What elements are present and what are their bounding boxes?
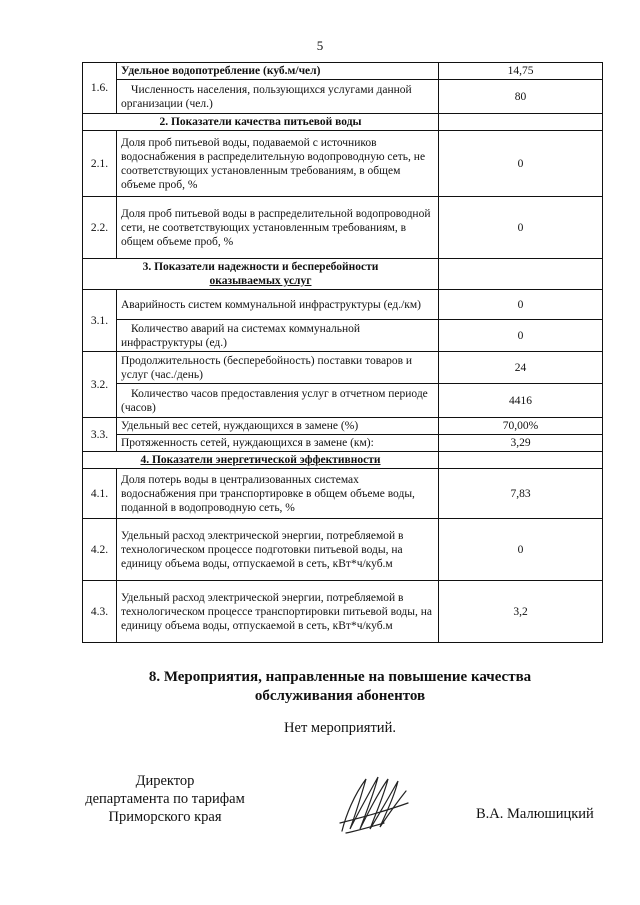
indicator-value: 14,75 [439, 63, 603, 80]
row-number: 2.2. [83, 197, 117, 259]
section-8-heading [80, 668, 600, 706]
row-number: 2.1. [83, 131, 117, 197]
page-number: 5 [316, 38, 324, 53]
table-row [83, 352, 603, 384]
row-number: 4.2. [83, 519, 117, 581]
indicator-name: Протяженность сетей, нуждающихся в замене (км): [117, 435, 439, 452]
row-number: 3.2. [83, 352, 117, 418]
indicator-value: 3,29 [439, 435, 603, 452]
table-row [83, 384, 603, 418]
indicator-name: Доля потерь воды в централизованных системах водоснабжения при транспортировке в общем объеме воды, поданной в водопроводную сеть, % [117, 469, 439, 519]
heading-line: 8. Мероприятия, направленные на повышение качества [148, 669, 532, 685]
indicator-value: 0 [439, 519, 603, 581]
table-row [83, 290, 603, 320]
row-number: 1.6. [83, 63, 117, 114]
indicator-value: 0 [439, 131, 603, 197]
table-row [83, 320, 603, 352]
row-number: 3.3. [83, 418, 117, 452]
section-title: 2. Показатели качества питьевой воды [83, 114, 439, 131]
table-row [83, 80, 603, 114]
indicator-name: Продолжительность (бесперебойность) поставки товаров и услуг (час./день) [117, 352, 439, 384]
section-row [83, 452, 603, 469]
indicator-value: 4416 [439, 384, 603, 418]
row-number: 3.1. [83, 290, 117, 352]
indicator-value: 24 [439, 352, 603, 384]
row-number: 4.3. [83, 581, 117, 643]
indicator-name: Удельный вес сетей, нуждающихся в замене (%) [117, 418, 439, 435]
section-row [83, 114, 603, 131]
indicator-name: Удельный расход электрической энергии, потребляемой в технологическом процессе транспортировки питьевой воды, на единицу объема воды, отпускаемой в сеть, кВт*ч/куб.м [117, 581, 439, 643]
heading-line: обслуживания абонентов [254, 688, 426, 704]
indicator-name: Количество аварий на системах коммунальной инфраструктуры (ед.) [117, 320, 439, 352]
signatory-position [70, 772, 260, 826]
section-title-line: 3. Показатели надежности и бесперебойности [142, 261, 379, 273]
indicator-name: Количество часов предоставления услуг в отчетном периоде (часов) [117, 384, 439, 418]
indicator-value: 3,2 [439, 581, 603, 643]
table-row [83, 197, 603, 259]
indicator-name: Аварийность систем коммунальной инфраструктуры (ед./км) [117, 290, 439, 320]
handwritten-signature [336, 773, 416, 835]
indicators-table [82, 62, 603, 643]
indicator-name: Удельный расход электрической энергии, потребляемой в технологическом процессе подготовки питьевой воды, на единицу объема воды, отпускаемой в сеть, кВт*ч/куб.м [117, 519, 439, 581]
section-title [83, 259, 439, 290]
indicator-value: 0 [439, 320, 603, 352]
indicator-name: Удельное водопотребление (куб.м/чел) [117, 63, 439, 80]
indicator-value: 0 [439, 197, 603, 259]
table-row [83, 435, 603, 452]
indicator-name: Доля проб питьевой воды, подаваемой с источников водоснабжения в распределительную водопроводную сеть, не соответствующих установленным требованиям, в общем объеме проб, % [117, 131, 439, 197]
indicator-value: 80 [439, 80, 603, 114]
table-row [83, 469, 603, 519]
indicator-value: 0 [439, 290, 603, 320]
indicator-name: Доля проб питьевой воды в распределительной водопроводной сети, не соответствующих установленным требованиям, в общем объеме проб, % [117, 197, 439, 259]
row-number: 4.1. [83, 469, 117, 519]
section-row [83, 259, 603, 290]
table-row [83, 63, 603, 80]
section-title: 4. Показатели энергетической эффективности [83, 452, 439, 469]
indicator-name: Численность населения, пользующихся услугами данной организации (чел.) [117, 80, 439, 114]
indicator-value: 7,83 [439, 469, 603, 519]
table-row [83, 418, 603, 435]
position-line: Приморского края [108, 809, 222, 825]
position-line: Директор [135, 773, 195, 789]
position-line: департамента по тарифам [85, 791, 245, 807]
table-row [83, 519, 603, 581]
table-row [83, 581, 603, 643]
indicator-value: 70,00% [439, 418, 603, 435]
signatory-name: В.А. Малюшицкий [476, 806, 594, 822]
no-measures-text: Нет мероприятий. [284, 720, 396, 736]
section-title-line: оказываемых услуг [209, 275, 312, 287]
table-row [83, 131, 603, 197]
